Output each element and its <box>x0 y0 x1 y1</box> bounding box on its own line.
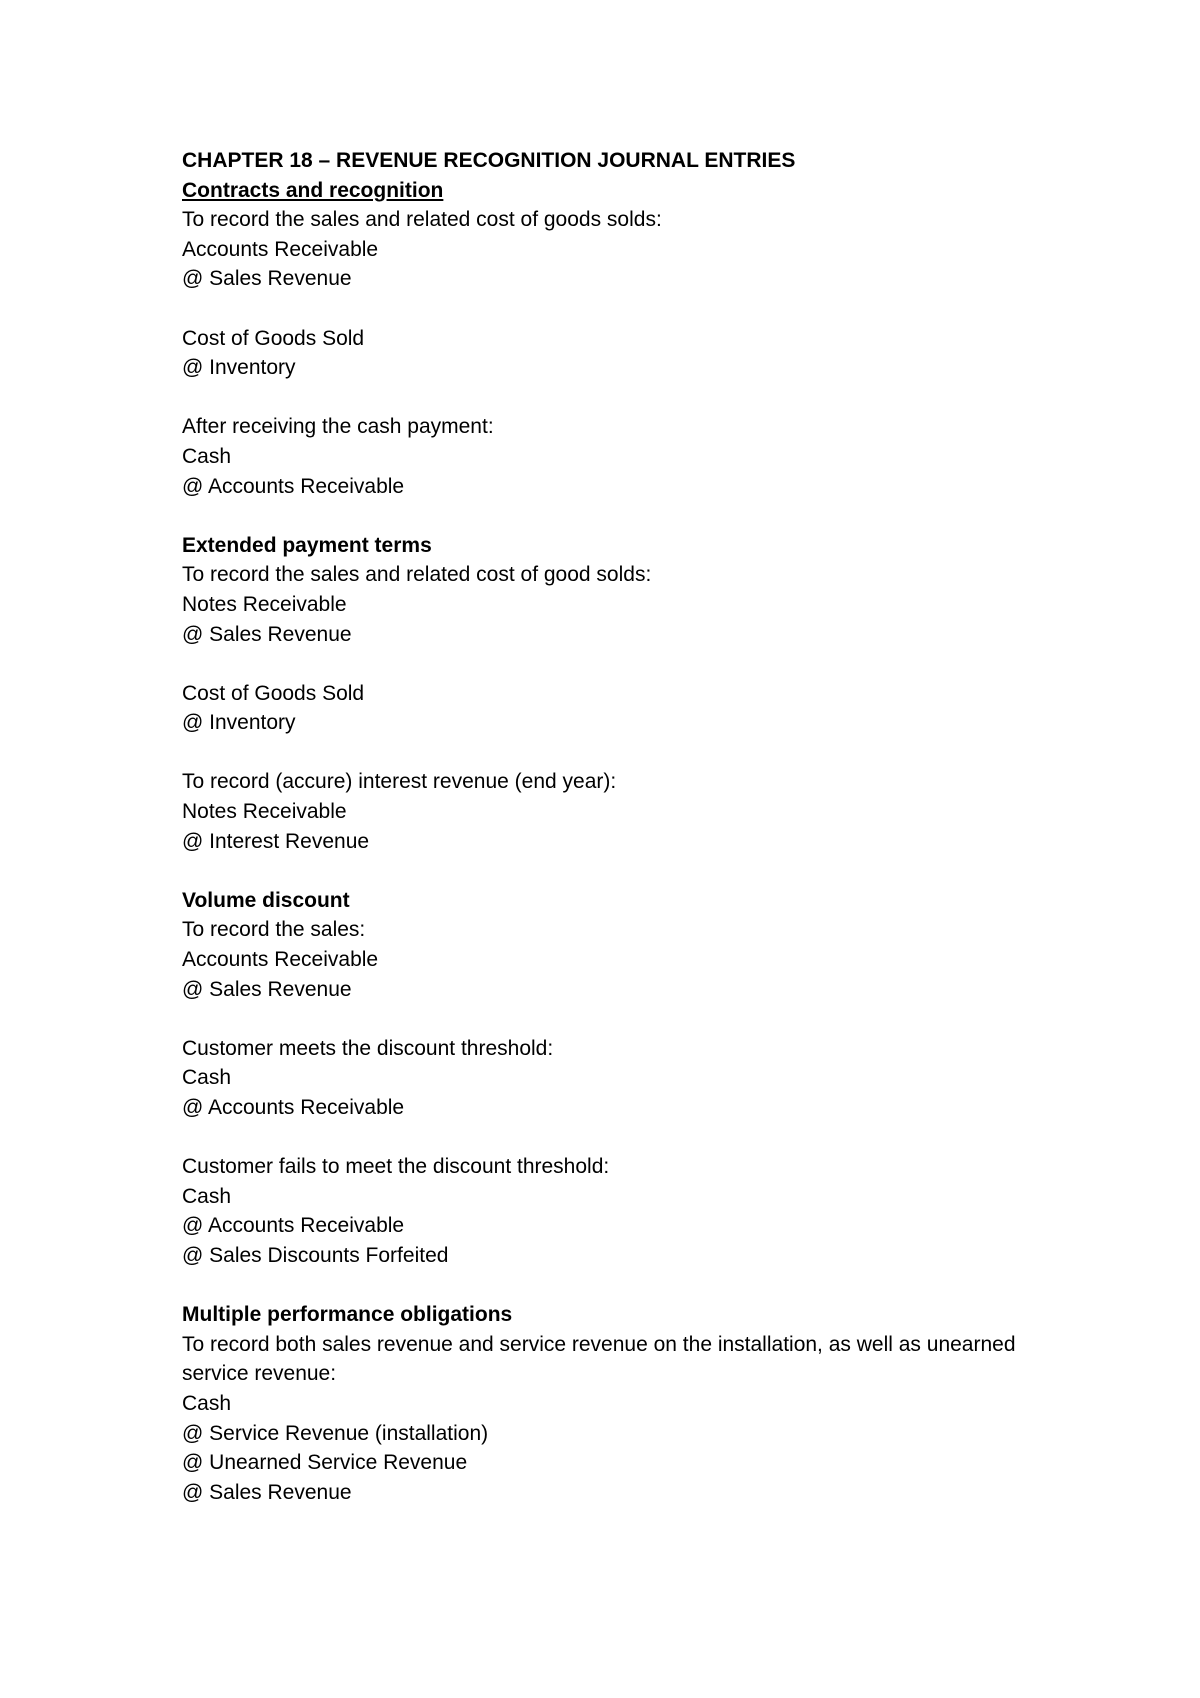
credit-account: @ Accounts Receivable <box>182 1096 405 1119</box>
debit-account: Notes Receivable <box>182 592 347 616</box>
document-body <box>182 146 1082 1507</box>
spacer <box>182 1004 1082 1034</box>
spacer <box>182 501 1082 531</box>
credit-account: @ Sales Revenue <box>182 267 352 291</box>
entry-description: To record (accure) interest revenue (end year): <box>182 770 617 794</box>
section-heading-multiple: Multiple performance obligations <box>182 1303 513 1327</box>
entry-description: To record the sales and related cost of good solds: <box>182 563 652 587</box>
entry-description: Customer meets the discount threshold: <box>182 1036 554 1060</box>
debit-account: Cash <box>182 1184 232 1208</box>
entry-description: To record both sales revenue and service revenue on the installation, as well as unearned service revenue: <box>182 1332 1016 1386</box>
entry-description: After receiving the cash payment: <box>182 415 494 439</box>
section-heading-extended: Extended payment terms <box>182 533 432 557</box>
debit-account: Cost of Goods Sold <box>182 326 365 350</box>
section-heading-volume: Volume discount <box>182 888 350 912</box>
debit-account: Accounts Receivable <box>182 237 379 261</box>
debit-account: Cost of Goods Sold <box>182 681 365 705</box>
debit-account: Accounts Receivable <box>182 948 379 972</box>
credit-account: @ Sales Revenue <box>182 1480 352 1504</box>
spacer <box>182 383 1082 413</box>
debit-account: Cash <box>182 444 232 468</box>
spacer <box>182 1271 1082 1301</box>
credit-account: @ Accounts Receivable <box>182 1214 405 1238</box>
credit-account: @ Unearned Service Revenue <box>182 1451 468 1475</box>
spacer <box>182 738 1082 768</box>
entry-description: To record the sales: <box>182 918 366 942</box>
debit-account: Notes Receivable <box>182 800 347 824</box>
credit-account: @ Inventory <box>182 711 296 735</box>
credit-account: @ Sales Discounts Forfeited <box>182 1243 449 1267</box>
credit-account: @ Service Revenue (installation) <box>182 1421 489 1445</box>
document-title: CHAPTER 18 – REVENUE RECOGNITION JOURNAL ENTRIES <box>182 149 796 172</box>
credit-account: @ Sales Revenue <box>182 977 352 1001</box>
credit-account: @ Interest Revenue <box>182 829 370 853</box>
credit-account: @ Inventory <box>182 356 296 380</box>
spacer <box>182 1123 1082 1153</box>
spacer <box>182 856 1082 886</box>
spacer <box>182 649 1082 679</box>
credit-account: @ Accounts Receivable <box>182 474 405 498</box>
entry-description: To record the sales and related cost of goods solds: <box>182 208 662 232</box>
debit-account: Cash <box>182 1391 232 1415</box>
entry-description: Customer fails to meet the discount threshold: <box>182 1155 610 1179</box>
debit-account: Cash <box>182 1066 232 1090</box>
credit-account: @ Sales Revenue <box>182 622 352 646</box>
spacer <box>182 294 1082 324</box>
section-heading-contracts: Contracts and recognition <box>182 178 444 202</box>
